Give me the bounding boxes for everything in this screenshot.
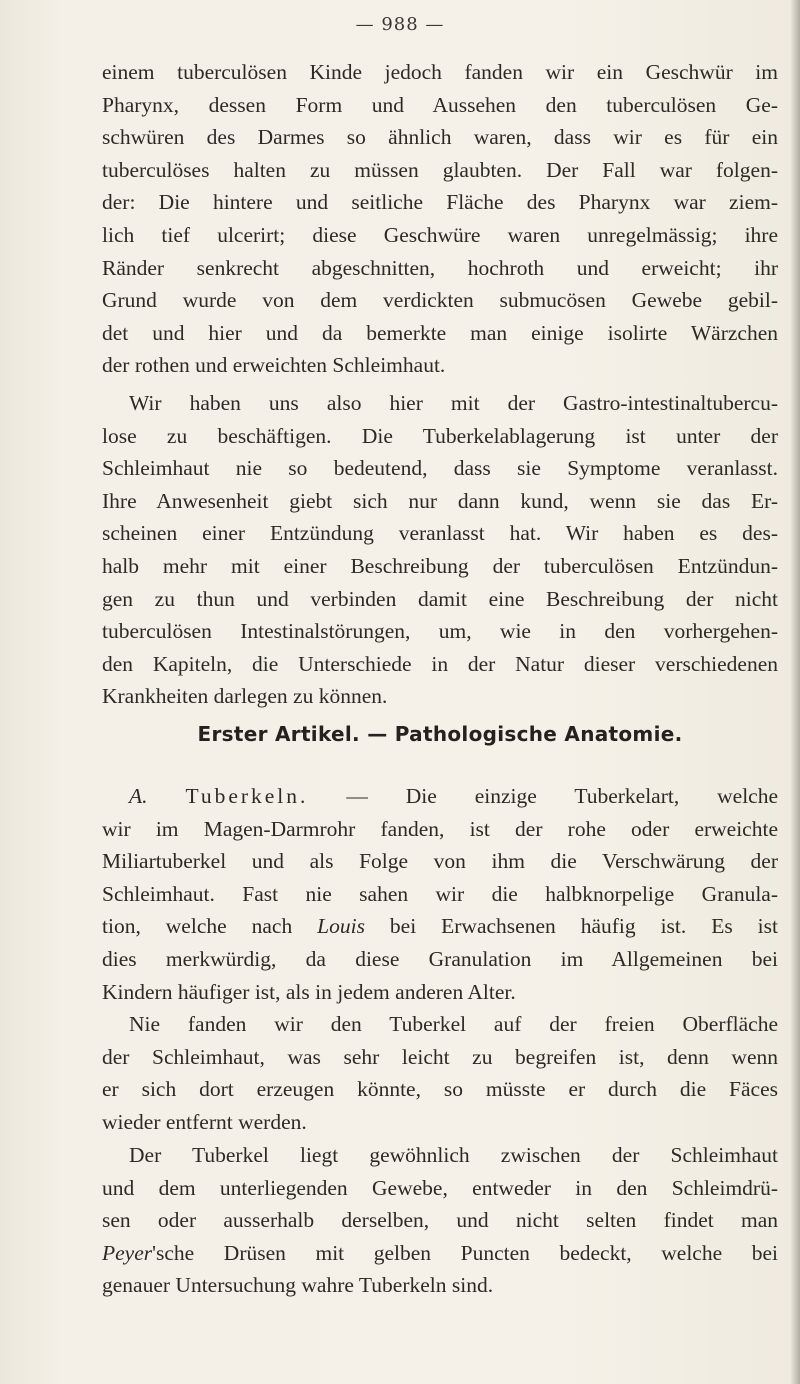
section-heading: Erster Artikel. — Pathologische Anatomie. — [197, 722, 683, 746]
text-fragment: tion, welche nach — [102, 914, 293, 939]
author-name: Louis — [317, 914, 365, 939]
text-line: Ränder senkrecht abgeschnitten, hochroth und erweicht; ihr — [102, 255, 778, 280]
text-line: und dem unterliegenden Gewebe, entweder in den Schleimdrü- — [102, 1175, 778, 1200]
text-line: tuberculöses halten zu müssen glaubten. Der Fall war folgen- — [102, 157, 778, 182]
paragraph-tuberkel-location — [102, 1139, 778, 1302]
text-fragment: bei Erwachsenen häufig ist. Es ist — [389, 914, 778, 939]
paragraph-intestinal-tuberculosis — [102, 387, 778, 713]
text-line: Kindern häufiger ist, als in jedem anderen Alter. — [102, 979, 516, 1004]
text-line: Ihre Anwesenheit giebt sich nur dann kund, wenn sie das Er- — [102, 488, 778, 513]
author-name: Peyer — [102, 1240, 153, 1265]
text-line: er sich dort erzeugen könnte, so müsste er durch die Fäces — [102, 1077, 778, 1102]
text-line: wir im Magen-Darmrohr fanden, ist der rohe oder erweichte — [102, 816, 778, 841]
paragraph-free-surface — [102, 1008, 778, 1138]
text-line: Grund wurde von dem verdickten submucösen Gewebe gebil- — [102, 288, 778, 313]
text-line: Wir haben uns also hier mit der Gastro-intestinaltubercu- — [129, 391, 778, 415]
text-line: genauer Untersuchung wahre Tuberkeln sind. — [102, 1273, 494, 1298]
section-a-tuberkeln — [102, 780, 778, 1008]
page-number: — 988 — — [355, 14, 445, 35]
text-line: Pharynx, dessen Form und Aussehen den tuberculösen Ge- — [102, 92, 778, 117]
text-fragment: 'sche Drüsen mit gelben Puncten bedeckt, welche bei — [152, 1240, 778, 1265]
text-line: wieder entfernt werden. — [102, 1109, 307, 1134]
text-line — [102, 1237, 778, 1270]
text-line: Der Tuberkel liegt gewöhnlich zwischen der Schleimhaut — [129, 1143, 778, 1167]
text-line: der: Die hintere und seitliche Fläche des Pharynx war ziem- — [102, 190, 778, 215]
text-line — [102, 780, 778, 813]
text-line: scheinen einer Entzündung veranlasst hat. Wir haben es des- — [102, 521, 778, 546]
text-line: tuberculösen Intestinalstörungen, um, wie in den vorhergehen- — [102, 619, 778, 644]
text-line: der rothen und erweichten Schleimhaut. — [102, 353, 446, 378]
text-line: Miliartuberkel und als Folge von ihm die Verschwärung der — [102, 849, 778, 874]
text-line: schwüren des Darmes so ähnlich waren, dass wir es für ein — [102, 125, 778, 150]
text-fragment: — Die einzige Tuberkelart, welche — [346, 784, 779, 808]
text-line: der Schleimhaut, was sehr leicht zu begreifen ist, denn wenn — [102, 1044, 778, 1069]
text-line: Schleimhaut nie so bedeutend, dass sie Symptome veranlasst. — [102, 456, 778, 481]
text-line: det und hier und da bemerkte man einige isolirte Wärzchen — [102, 320, 778, 345]
text-line: gen zu thun und verbinden damit eine Beschreibung der nicht — [102, 586, 778, 611]
text-line: Krankheiten darlegen zu können. — [102, 684, 388, 709]
text-line: lose zu beschäftigen. Die Tuberkelablagerung ist unter der — [102, 423, 778, 448]
text-line: Schleimhaut. Fast nie sahen wir die halbknorpelige Granula- — [102, 881, 778, 906]
text-line: dies merkwürdig, da diese Granulation im Allgemeinen bei — [102, 946, 778, 971]
paragraph-continuation — [102, 56, 778, 382]
page-edge-shadow — [790, 0, 800, 1384]
text-line: lich tief ulcerirt; diese Geschwüre waren unregelmässig; ihre — [102, 222, 778, 247]
section-letter: A. — [129, 784, 148, 808]
section-title: Tuberkeln. — [185, 784, 309, 808]
text-line: sen oder ausserhalb derselben, und nicht selten findet man — [102, 1208, 778, 1233]
text-line — [102, 910, 778, 943]
text-line: halb mehr mit einer Beschreibung der tuberculösen Entzündun- — [102, 553, 778, 578]
text-line: den Kapiteln, die Unterschiede in der Natur dieser verschiedenen — [102, 651, 778, 676]
text-line: einem tuberculösen Kinde jedoch fanden wir ein Geschwür im — [102, 60, 778, 84]
text-line: Nie fanden wir den Tuberkel auf der freien Oberfläche — [129, 1012, 778, 1036]
